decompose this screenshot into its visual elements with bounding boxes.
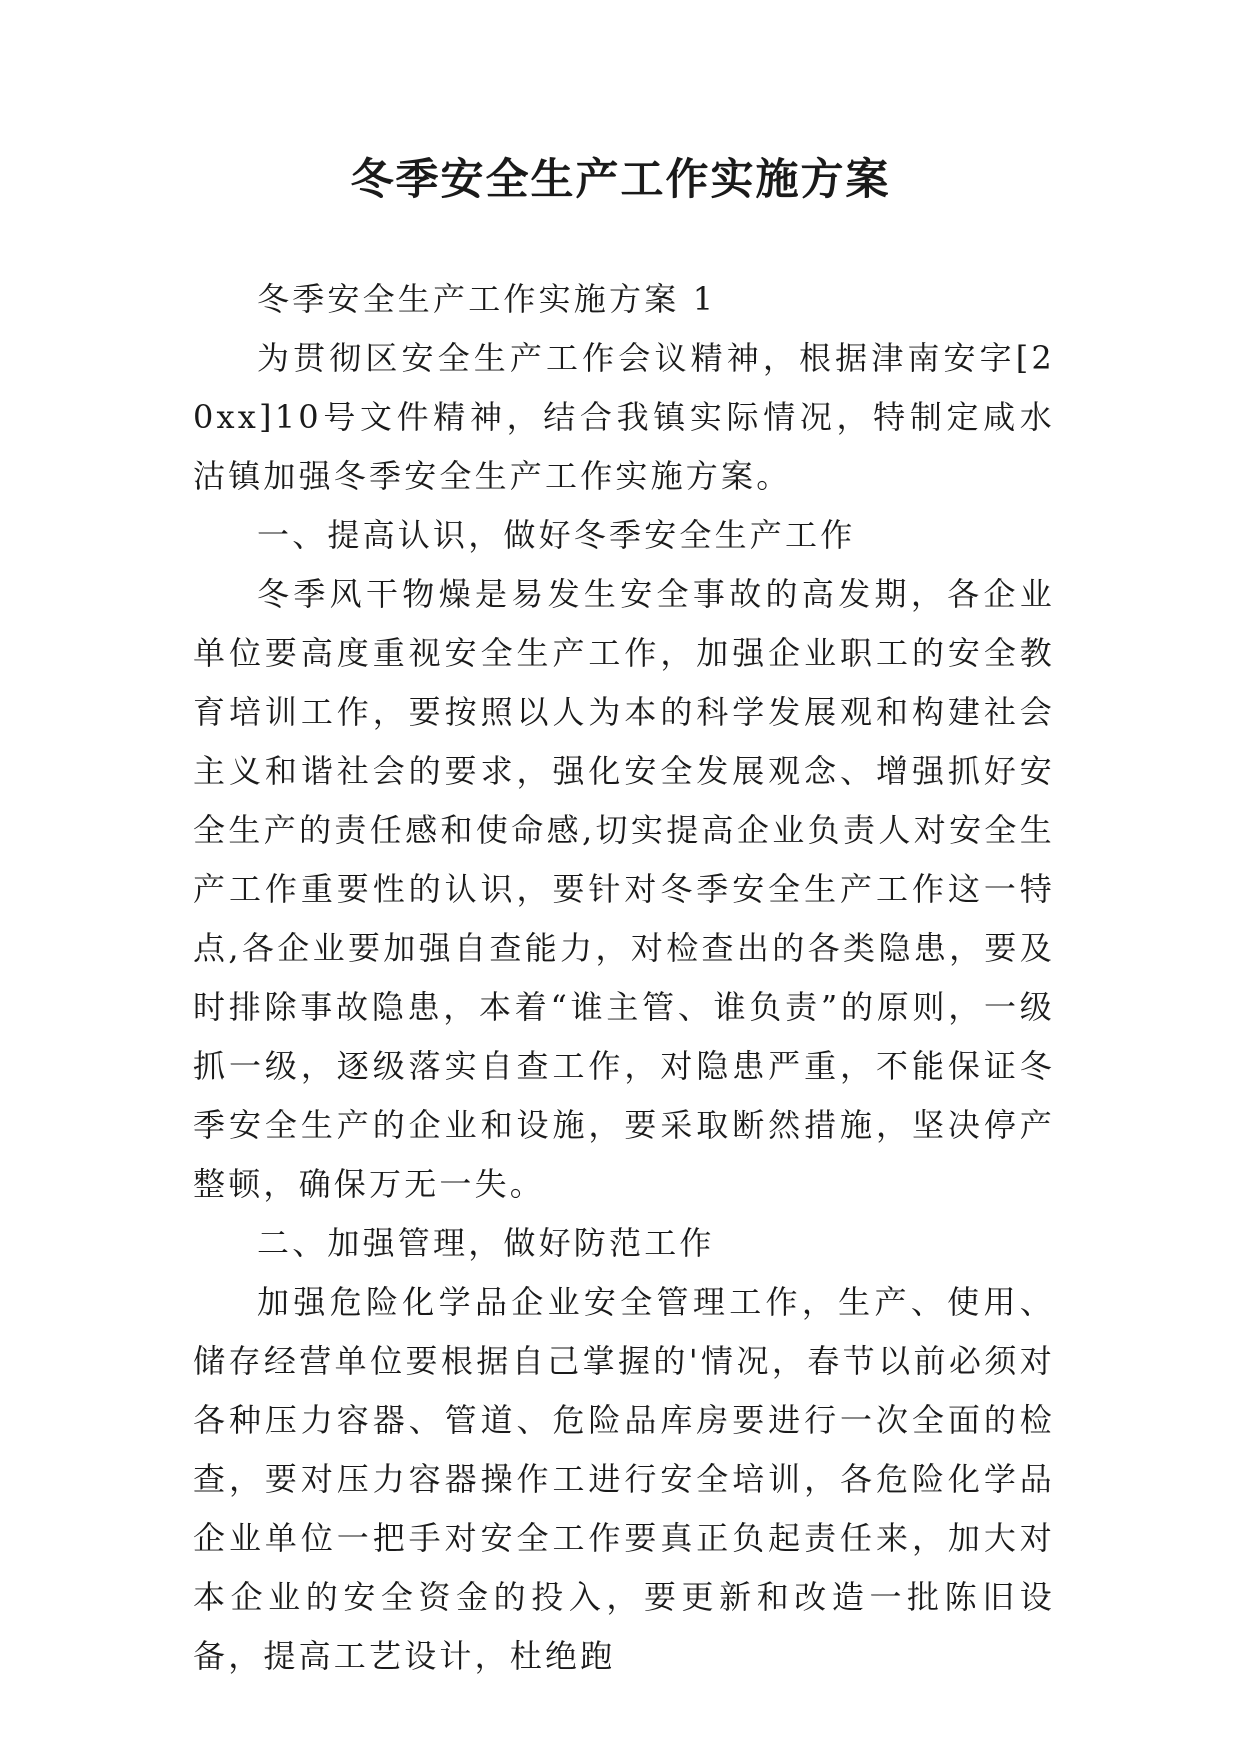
intro-paragraph: 为贯彻区安全生产工作会议精神，根据津南安字[20xx]10号文件精神，结合我镇实际情况，特制定咸水沽镇加强冬季安全生产工作实施方案。 [193, 339, 1055, 495]
document-body [193, 270, 1055, 1686]
section-paragraph-1: 冬季风干物燥是易发生安全事故的高发期，各企业单位要高度重视安全生产工作，加强企业职工的安全教育培训工作，要按照以人为本的科学发展观和构建社会主义和谐社会的要求，强化安全发展观念、增强抓好安全生产的责任感和使命感,切实提高企业负责人对安全生产工作重要性的认识，要针对冬季安全生产工作这一特点,各企业要加强自查能力，对检查出的各类隐患，要及时排除事故隐患，本着“谁主管、谁负责”的原则，一级抓一级，逐级落实自查工作，对隐患严重，不能保证冬季安全生产的企业和设施，要采取断然措施，坚决停产整顿，确保万无一失。 [193, 575, 1055, 1203]
section-heading-2: 二、加强管理，做好防范工作 [257, 1224, 715, 1262]
document-title: 冬季安全生产工作实施方案 [350, 155, 891, 205]
section-heading-1: 一、提高认识，做好冬季安全生产工作 [257, 516, 856, 554]
document-subtitle: 冬季安全生产工作实施方案 1 [257, 280, 717, 318]
section-paragraph-2: 加强危险化学品企业安全管理工作，生产、使用、储存经营单位要根据自己掌握的'情况，春节以前必须对各种压力容器、管道、危险品库房要进行一次全面的检查，要对压力容器操作工进行安全培训，各危险化学品企业单位一把手对安全工作要真正负起责任来，加大对本企业的安全资金的投入，要更新和改造一批陈旧设备，提高工艺设计，杜绝跑 [193, 1283, 1055, 1675]
